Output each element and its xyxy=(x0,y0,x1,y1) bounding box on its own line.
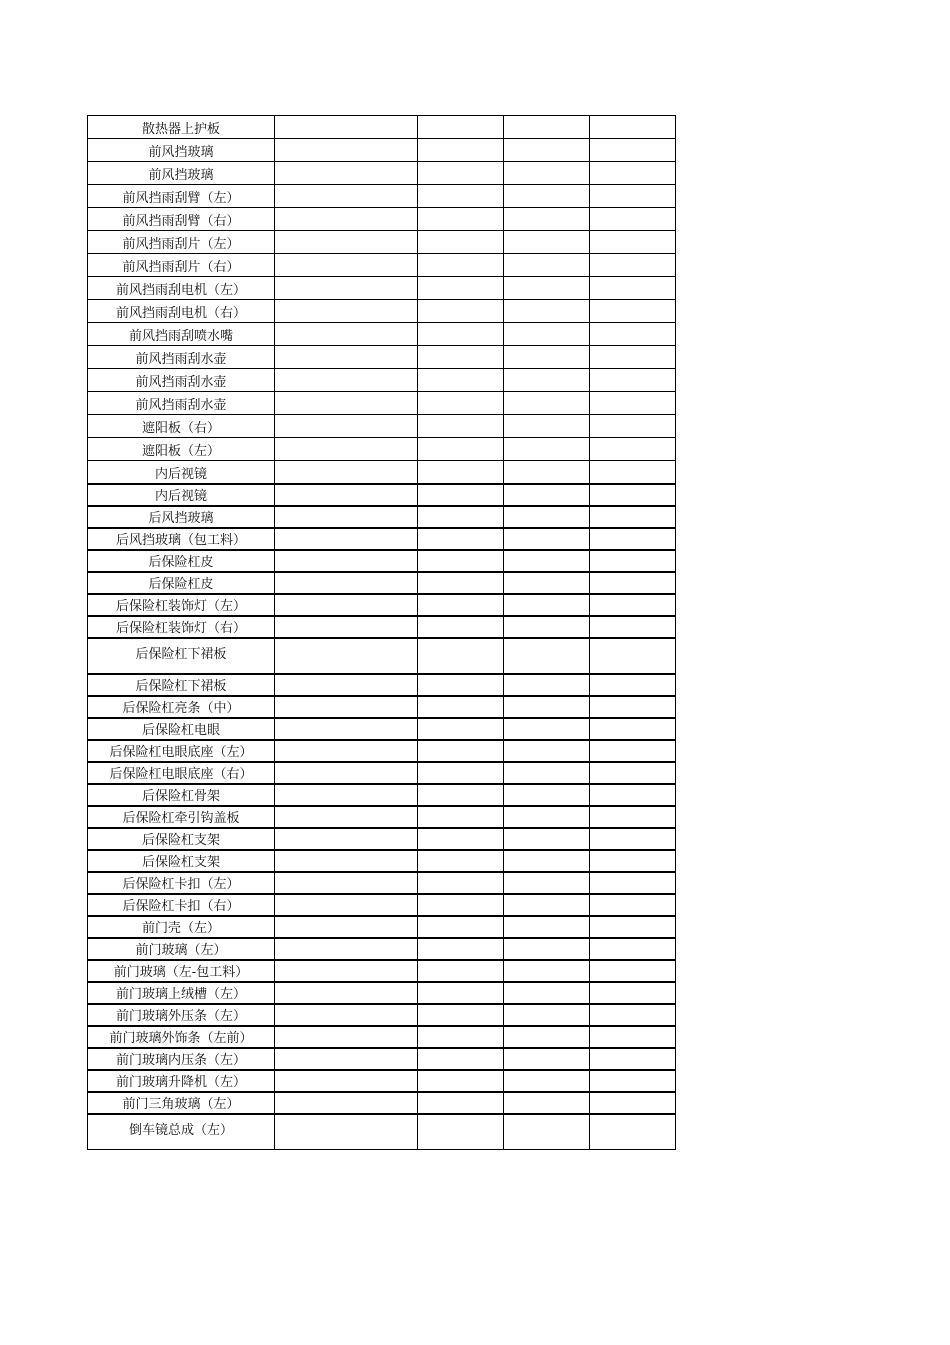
empty-cell xyxy=(590,392,676,415)
empty-cell xyxy=(504,231,590,254)
table-row xyxy=(88,572,676,594)
empty-cell xyxy=(418,616,504,638)
empty-cell xyxy=(418,674,504,696)
empty-cell xyxy=(504,938,590,960)
empty-cell xyxy=(504,323,590,346)
empty-cell xyxy=(504,850,590,872)
empty-cell xyxy=(418,1026,504,1048)
empty-cell xyxy=(418,1048,504,1070)
empty-cell xyxy=(275,696,418,718)
table-row xyxy=(88,806,676,828)
empty-cell xyxy=(590,277,676,300)
empty-cell xyxy=(504,740,590,762)
part-name-cell: 前门壳（左） xyxy=(88,916,275,938)
empty-cell xyxy=(590,616,676,638)
part-name-cell: 前门三角玻璃（左） xyxy=(88,1092,275,1114)
empty-cell xyxy=(590,550,676,572)
empty-cell xyxy=(590,254,676,277)
part-name-cell: 前风挡雨刮电机（左） xyxy=(88,277,275,300)
empty-cell xyxy=(275,740,418,762)
empty-cell xyxy=(418,572,504,594)
empty-cell xyxy=(504,1048,590,1070)
empty-cell xyxy=(418,806,504,828)
empty-cell xyxy=(418,828,504,850)
empty-cell xyxy=(590,484,676,506)
empty-cell xyxy=(504,828,590,850)
empty-cell xyxy=(590,438,676,461)
empty-cell xyxy=(275,139,418,162)
empty-cell xyxy=(590,784,676,806)
empty-cell xyxy=(275,762,418,784)
empty-cell xyxy=(590,369,676,392)
empty-cell xyxy=(418,506,504,528)
empty-cell xyxy=(275,916,418,938)
empty-cell xyxy=(418,850,504,872)
empty-cell xyxy=(418,696,504,718)
empty-cell xyxy=(418,484,504,506)
empty-cell xyxy=(590,1070,676,1092)
empty-cell xyxy=(590,208,676,231)
part-name-cell: 前风挡雨刮片（右） xyxy=(88,254,275,277)
empty-cell xyxy=(590,139,676,162)
empty-cell xyxy=(504,461,590,484)
table-row xyxy=(88,1048,676,1070)
empty-cell xyxy=(504,116,590,139)
part-name-cell: 前风挡玻璃 xyxy=(88,139,275,162)
empty-cell xyxy=(504,139,590,162)
table-row xyxy=(88,1092,676,1114)
empty-cell xyxy=(275,550,418,572)
empty-cell xyxy=(504,1114,590,1150)
part-name-cell: 前风挡雨刮喷水嘴 xyxy=(88,323,275,346)
empty-cell xyxy=(275,1004,418,1026)
empty-cell xyxy=(590,300,676,323)
part-name-cell: 遮阳板（左） xyxy=(88,438,275,461)
empty-cell xyxy=(590,718,676,740)
empty-cell xyxy=(418,550,504,572)
empty-cell xyxy=(275,438,418,461)
empty-cell xyxy=(590,806,676,828)
empty-cell xyxy=(275,594,418,616)
empty-cell xyxy=(418,740,504,762)
table-row xyxy=(88,438,676,461)
empty-cell xyxy=(275,674,418,696)
part-name-cell: 前风挡雨刮臂（右） xyxy=(88,208,275,231)
part-name-cell: 倒车镜总成（左） xyxy=(88,1114,275,1150)
table-row xyxy=(88,254,676,277)
parts-table xyxy=(87,115,676,1150)
table-row xyxy=(88,982,676,1004)
empty-cell xyxy=(418,638,504,674)
empty-cell xyxy=(504,300,590,323)
part-name-cell: 前风挡雨刮水壶 xyxy=(88,346,275,369)
empty-cell xyxy=(590,828,676,850)
part-name-cell: 前风挡雨刮水壶 xyxy=(88,392,275,415)
empty-cell xyxy=(418,277,504,300)
part-name-cell: 散热器上护板 xyxy=(88,116,275,139)
empty-cell xyxy=(418,1004,504,1026)
empty-cell xyxy=(418,392,504,415)
empty-cell xyxy=(418,762,504,784)
empty-cell xyxy=(275,415,418,438)
part-name-cell: 内后视镜 xyxy=(88,484,275,506)
empty-cell xyxy=(504,894,590,916)
empty-cell xyxy=(418,1070,504,1092)
table-row xyxy=(88,231,676,254)
empty-cell xyxy=(504,277,590,300)
empty-cell xyxy=(504,438,590,461)
part-name-cell: 后保险杠电眼底座（左） xyxy=(88,740,275,762)
empty-cell xyxy=(275,1092,418,1114)
empty-cell xyxy=(504,550,590,572)
part-name-cell: 后保险杠亮条（中） xyxy=(88,696,275,718)
empty-cell xyxy=(275,254,418,277)
table-row xyxy=(88,1114,676,1150)
empty-cell xyxy=(504,616,590,638)
part-name-cell: 后风挡玻璃（包工料） xyxy=(88,528,275,550)
table-row xyxy=(88,1004,676,1026)
empty-cell xyxy=(275,300,418,323)
part-name-cell: 后保险杠牵引钩盖板 xyxy=(88,806,275,828)
empty-cell xyxy=(590,162,676,185)
table-row xyxy=(88,277,676,300)
part-name-cell: 前风挡雨刮电机（右） xyxy=(88,300,275,323)
empty-cell xyxy=(275,461,418,484)
empty-cell xyxy=(590,185,676,208)
empty-cell xyxy=(275,1070,418,1092)
table-row xyxy=(88,392,676,415)
empty-cell xyxy=(504,1070,590,1092)
table-row xyxy=(88,616,676,638)
part-name-cell: 后保险杠电眼 xyxy=(88,718,275,740)
empty-cell xyxy=(418,300,504,323)
part-name-cell: 内后视镜 xyxy=(88,461,275,484)
part-name-cell: 前门玻璃外饰条（左前） xyxy=(88,1026,275,1048)
empty-cell xyxy=(275,323,418,346)
empty-cell xyxy=(504,185,590,208)
part-name-cell: 后保险杠支架 xyxy=(88,828,275,850)
empty-cell xyxy=(418,162,504,185)
empty-cell xyxy=(418,1114,504,1150)
empty-cell xyxy=(275,116,418,139)
empty-cell xyxy=(418,208,504,231)
empty-cell xyxy=(504,1004,590,1026)
part-name-cell: 前门玻璃（左） xyxy=(88,938,275,960)
part-name-cell: 后保险杠装饰灯（右） xyxy=(88,616,275,638)
part-name-cell: 遮阳板（右） xyxy=(88,415,275,438)
table-row xyxy=(88,1026,676,1048)
empty-cell xyxy=(418,894,504,916)
part-name-cell: 前门玻璃外压条（左） xyxy=(88,1004,275,1026)
empty-cell xyxy=(590,938,676,960)
part-name-cell: 后保险杠支架 xyxy=(88,850,275,872)
empty-cell xyxy=(275,185,418,208)
table-row xyxy=(88,960,676,982)
empty-cell xyxy=(504,528,590,550)
table-row xyxy=(88,461,676,484)
empty-cell xyxy=(275,872,418,894)
empty-cell xyxy=(590,740,676,762)
table-row xyxy=(88,550,676,572)
empty-cell xyxy=(590,1092,676,1114)
empty-cell xyxy=(275,894,418,916)
empty-cell xyxy=(504,369,590,392)
empty-cell xyxy=(590,116,676,139)
empty-cell xyxy=(275,392,418,415)
empty-cell xyxy=(590,638,676,674)
empty-cell xyxy=(275,1048,418,1070)
empty-cell xyxy=(275,162,418,185)
part-name-cell: 后保险杠电眼底座（右） xyxy=(88,762,275,784)
empty-cell xyxy=(275,369,418,392)
empty-cell xyxy=(590,323,676,346)
part-name-cell: 前门玻璃升降机（左） xyxy=(88,1070,275,1092)
part-name-cell: 后保险杠卡扣（右） xyxy=(88,894,275,916)
empty-cell xyxy=(418,916,504,938)
empty-cell xyxy=(590,506,676,528)
table-row xyxy=(88,594,676,616)
empty-cell xyxy=(590,872,676,894)
empty-cell xyxy=(418,960,504,982)
empty-cell xyxy=(504,392,590,415)
part-name-cell: 前风挡雨刮片（左） xyxy=(88,231,275,254)
table-row xyxy=(88,850,676,872)
table-row xyxy=(88,323,676,346)
empty-cell xyxy=(590,1004,676,1026)
empty-cell xyxy=(275,208,418,231)
table-row xyxy=(88,300,676,323)
table-row xyxy=(88,938,676,960)
empty-cell xyxy=(275,828,418,850)
empty-cell xyxy=(418,872,504,894)
empty-cell xyxy=(504,1092,590,1114)
empty-cell xyxy=(275,231,418,254)
table-row xyxy=(88,415,676,438)
table-row xyxy=(88,139,676,162)
empty-cell xyxy=(590,696,676,718)
part-name-cell: 后保险杠下裙板 xyxy=(88,638,275,674)
empty-cell xyxy=(418,784,504,806)
empty-cell xyxy=(504,872,590,894)
empty-cell xyxy=(275,277,418,300)
empty-cell xyxy=(418,231,504,254)
empty-cell xyxy=(590,346,676,369)
empty-cell xyxy=(275,572,418,594)
table-row xyxy=(88,718,676,740)
table-row xyxy=(88,208,676,231)
empty-cell xyxy=(275,484,418,506)
empty-cell xyxy=(418,718,504,740)
table-row xyxy=(88,1070,676,1092)
table-row xyxy=(88,484,676,506)
empty-cell xyxy=(418,438,504,461)
empty-cell xyxy=(590,1048,676,1070)
empty-cell xyxy=(504,960,590,982)
empty-cell xyxy=(504,806,590,828)
empty-cell xyxy=(504,162,590,185)
empty-cell xyxy=(275,638,418,674)
empty-cell xyxy=(418,461,504,484)
empty-cell xyxy=(275,616,418,638)
empty-cell xyxy=(504,346,590,369)
empty-cell xyxy=(418,594,504,616)
empty-cell xyxy=(418,938,504,960)
empty-cell xyxy=(504,982,590,1004)
empty-cell xyxy=(504,762,590,784)
empty-cell xyxy=(504,484,590,506)
table-row xyxy=(88,872,676,894)
empty-cell xyxy=(590,415,676,438)
empty-cell xyxy=(504,784,590,806)
empty-cell xyxy=(590,982,676,1004)
empty-cell xyxy=(590,528,676,550)
empty-cell xyxy=(504,506,590,528)
empty-cell xyxy=(275,718,418,740)
empty-cell xyxy=(275,850,418,872)
empty-cell xyxy=(504,638,590,674)
empty-cell xyxy=(418,254,504,277)
empty-cell xyxy=(418,415,504,438)
empty-cell xyxy=(504,594,590,616)
empty-cell xyxy=(504,696,590,718)
part-name-cell: 后保险杠装饰灯（左） xyxy=(88,594,275,616)
table-row xyxy=(88,762,676,784)
table-row xyxy=(88,528,676,550)
empty-cell xyxy=(504,674,590,696)
empty-cell xyxy=(504,916,590,938)
empty-cell xyxy=(418,185,504,208)
empty-cell xyxy=(275,1026,418,1048)
parts-table-body xyxy=(88,116,676,1150)
empty-cell xyxy=(504,415,590,438)
part-name-cell: 后风挡玻璃 xyxy=(88,506,275,528)
empty-cell xyxy=(418,346,504,369)
empty-cell xyxy=(590,894,676,916)
empty-cell xyxy=(590,1114,676,1150)
empty-cell xyxy=(504,1026,590,1048)
empty-cell xyxy=(590,916,676,938)
table-row xyxy=(88,828,676,850)
table-row xyxy=(88,784,676,806)
table-row xyxy=(88,185,676,208)
table-row xyxy=(88,116,676,139)
part-name-cell: 前风挡玻璃 xyxy=(88,162,275,185)
table-row xyxy=(88,894,676,916)
empty-cell xyxy=(590,231,676,254)
empty-cell xyxy=(275,506,418,528)
empty-cell xyxy=(418,369,504,392)
empty-cell xyxy=(418,116,504,139)
empty-cell xyxy=(275,960,418,982)
part-name-cell: 前门玻璃内压条（左） xyxy=(88,1048,275,1070)
table-row xyxy=(88,346,676,369)
empty-cell xyxy=(275,938,418,960)
empty-cell xyxy=(418,323,504,346)
part-name-cell: 后保险杠卡扣（左） xyxy=(88,872,275,894)
empty-cell xyxy=(590,762,676,784)
empty-cell xyxy=(590,461,676,484)
empty-cell xyxy=(504,254,590,277)
part-name-cell: 后保险杠皮 xyxy=(88,572,275,594)
part-name-cell: 前门玻璃（左-包工料） xyxy=(88,960,275,982)
part-name-cell: 后保险杠皮 xyxy=(88,550,275,572)
empty-cell xyxy=(418,139,504,162)
empty-cell xyxy=(504,208,590,231)
empty-cell xyxy=(418,982,504,1004)
empty-cell xyxy=(590,850,676,872)
empty-cell xyxy=(590,594,676,616)
empty-cell xyxy=(275,346,418,369)
empty-cell xyxy=(275,806,418,828)
table-row xyxy=(88,638,676,674)
table-row xyxy=(88,506,676,528)
empty-cell xyxy=(275,982,418,1004)
empty-cell xyxy=(275,784,418,806)
empty-cell xyxy=(418,528,504,550)
part-name-cell: 前风挡雨刮臂（左） xyxy=(88,185,275,208)
part-name-cell: 前门玻璃上绒槽（左） xyxy=(88,982,275,1004)
empty-cell xyxy=(590,1026,676,1048)
table-row xyxy=(88,696,676,718)
empty-cell xyxy=(590,960,676,982)
empty-cell xyxy=(590,674,676,696)
empty-cell xyxy=(504,718,590,740)
table-row xyxy=(88,740,676,762)
empty-cell xyxy=(590,572,676,594)
part-name-cell: 后保险杠下裙板 xyxy=(88,674,275,696)
part-name-cell: 后保险杠骨架 xyxy=(88,784,275,806)
empty-cell xyxy=(418,1092,504,1114)
table-row xyxy=(88,369,676,392)
empty-cell xyxy=(275,1114,418,1150)
table-row xyxy=(88,674,676,696)
part-name-cell: 前风挡雨刮水壶 xyxy=(88,369,275,392)
table-row xyxy=(88,916,676,938)
empty-cell xyxy=(275,528,418,550)
empty-cell xyxy=(504,572,590,594)
table-row xyxy=(88,162,676,185)
